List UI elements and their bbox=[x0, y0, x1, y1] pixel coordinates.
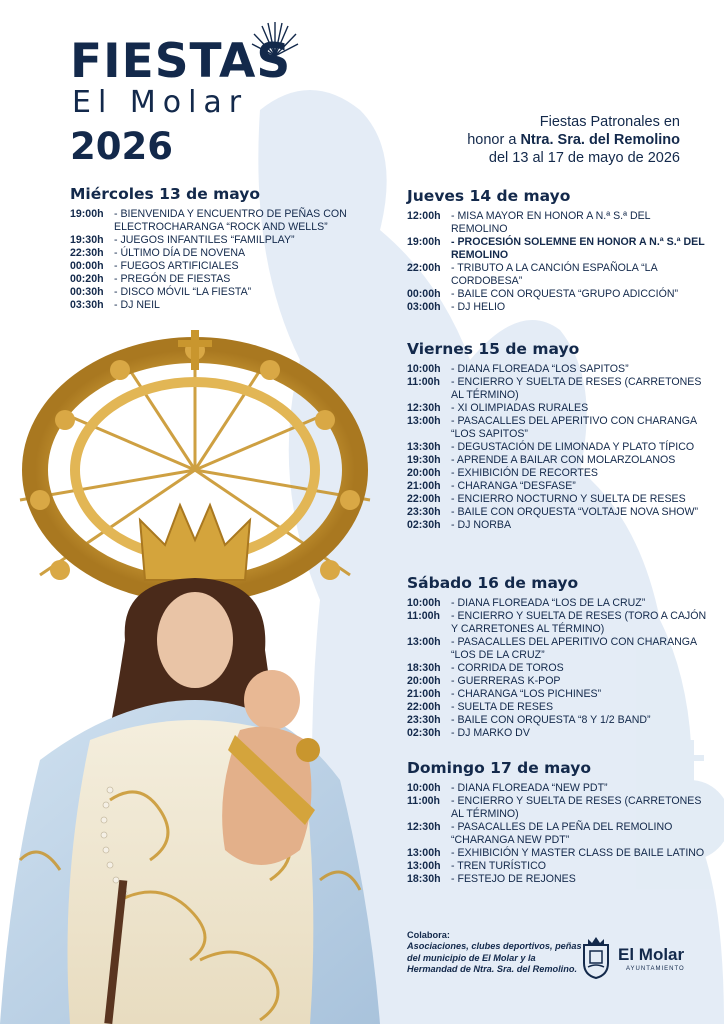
event-row bbox=[407, 847, 707, 860]
event-time: 18:30h bbox=[407, 873, 441, 885]
event-time: 00:00h bbox=[407, 288, 441, 300]
event-description: - ENCIERRO NOCTURNO Y SUELTA DE RESES bbox=[451, 493, 707, 506]
event-description: - BIENVENIDA Y ENCUENTRO DE PEÑAS CON ELECTROCHARANGA “ROCK AND WELLS” bbox=[114, 208, 370, 234]
event-row bbox=[407, 301, 707, 314]
event-row bbox=[407, 636, 707, 662]
event-time: 12:30h bbox=[407, 402, 441, 414]
event-time: 11:00h bbox=[407, 610, 440, 622]
collaborators bbox=[407, 930, 587, 976]
event-row bbox=[407, 701, 707, 714]
day-block bbox=[70, 185, 370, 312]
event-row bbox=[407, 441, 707, 454]
event-description: - ÚLTIMO DÍA DE NOVENA bbox=[114, 247, 370, 260]
event-description: - EXHIBICIÓN DE RECORTES bbox=[451, 467, 707, 480]
event-time: 22:30h bbox=[70, 247, 104, 259]
event-row bbox=[407, 795, 707, 821]
event-time: 00:30h bbox=[70, 286, 104, 298]
event-time: 19:00h bbox=[407, 236, 441, 248]
intro-line-2-bold: Ntra. Sra. del Remolino bbox=[520, 132, 680, 148]
event-time: 22:00h bbox=[407, 701, 441, 713]
event-time: 13:00h bbox=[407, 415, 441, 427]
day-title: Viernes 15 de mayo bbox=[407, 340, 580, 358]
event-description: - DJ MARKO DV bbox=[451, 727, 707, 740]
event-time: 11:00h bbox=[407, 376, 440, 388]
child-head bbox=[244, 670, 300, 730]
event-row bbox=[407, 860, 707, 873]
event-description: - ENCIERRO Y SUELTA DE RESES (CARRETONES AL TÉRMINO) bbox=[451, 795, 707, 821]
event-row bbox=[70, 234, 370, 247]
event-time: 21:00h bbox=[407, 688, 441, 700]
event-row bbox=[407, 415, 707, 441]
event-row bbox=[407, 480, 707, 493]
event-time: 11:00h bbox=[407, 795, 440, 807]
event-description: - PROCESIÓN SOLEMNE EN HONOR A N.ª S.ª DEL REMOLINO bbox=[451, 236, 707, 262]
event-time: 21:00h bbox=[407, 480, 441, 492]
event-description: - DIANA FLOREADA “LOS SAPITOS” bbox=[451, 363, 707, 376]
collaborators-text: Asociaciones, clubes deportivos, peñas del municipio de El Molar y la Hermandad de Ntra. Sra. del Remolino. bbox=[407, 941, 582, 975]
event-description: - DJ NEIL bbox=[114, 299, 370, 312]
virgin-face bbox=[157, 592, 233, 688]
event-description: - DJ HELIO bbox=[451, 301, 707, 314]
event-time: 02:30h bbox=[407, 727, 441, 739]
event-time: 02:30h bbox=[407, 519, 441, 531]
event-time: 13:00h bbox=[407, 847, 441, 859]
event-time: 19:00h bbox=[70, 208, 104, 220]
day-block bbox=[407, 340, 707, 532]
event-description: - TREN TURÍSTICO bbox=[451, 860, 707, 873]
event-time: 13:00h bbox=[407, 636, 441, 648]
event-row bbox=[70, 247, 370, 260]
logo-name: El Molar bbox=[618, 945, 685, 964]
event-row bbox=[407, 675, 707, 688]
event-time: 19:30h bbox=[70, 234, 104, 246]
event-description: - CORRIDA DE TOROS bbox=[451, 662, 707, 675]
event-description: - EXHIBICIÓN Y MASTER CLASS DE BAILE LATINO bbox=[451, 847, 707, 860]
town-logo bbox=[580, 933, 690, 983]
event-description: - XI OLIMPIADAS RURALES bbox=[451, 402, 707, 415]
event-description: - BAILE CON ORQUESTA “GRUPO ADICCIÓN” bbox=[451, 288, 707, 301]
event-time: 12:30h bbox=[407, 821, 441, 833]
logo-sub: AYUNTAMIENTO bbox=[626, 966, 685, 972]
coat-of-arms-icon bbox=[580, 935, 612, 979]
event-time: 20:00h bbox=[407, 675, 441, 687]
day-block bbox=[407, 187, 707, 314]
event-description: - CHARANGA “DESFASE” bbox=[451, 480, 707, 493]
event-row bbox=[407, 610, 707, 636]
event-row bbox=[407, 714, 707, 727]
event-description: - GUERRERAS K-POP bbox=[451, 675, 707, 688]
event-description: - BAILE CON ORQUESTA “8 Y 1/2 BAND” bbox=[451, 714, 707, 727]
event-description: - TRIBUTO A LA CANCIÓN ESPAÑOLA “LA CORDOBESA” bbox=[451, 262, 707, 288]
day-title: Sábado 16 de mayo bbox=[407, 574, 579, 592]
event-time: 19:30h bbox=[407, 454, 441, 466]
event-row bbox=[70, 208, 370, 234]
intro-line-1: Fiestas Patronales en bbox=[539, 114, 680, 130]
event-row bbox=[407, 363, 707, 376]
event-row bbox=[70, 260, 370, 273]
collaborators-heading: Colabora: bbox=[407, 930, 450, 940]
event-row bbox=[407, 454, 707, 467]
event-row bbox=[407, 288, 707, 301]
day-title: Jueves 14 de mayo bbox=[407, 187, 571, 205]
day-title: Domingo 17 de mayo bbox=[407, 759, 592, 777]
event-description: - DEGUSTACIÓN DE LIMONADA Y PLATO TÍPICO bbox=[451, 441, 707, 454]
event-row bbox=[407, 210, 707, 236]
event-description: - FUEGOS ARTIFICIALES bbox=[114, 260, 370, 273]
event-description: - MISA MAYOR EN HONOR A N.ª S.ª DEL REMOLINO bbox=[451, 210, 707, 236]
event-row bbox=[407, 236, 707, 262]
page-title: FIESTAS bbox=[70, 34, 292, 89]
event-row bbox=[407, 376, 707, 402]
event-description: - PREGÓN DE FIESTAS bbox=[114, 273, 370, 286]
event-time: 23:30h bbox=[407, 714, 441, 726]
event-time: 00:20h bbox=[70, 273, 104, 285]
event-time: 22:00h bbox=[407, 493, 441, 505]
intro-line-3: del 13 al 17 de mayo de 2026 bbox=[488, 150, 680, 166]
event-description: - ENCIERRO Y SUELTA DE RESES (CARRETONES AL TÉRMINO) bbox=[451, 376, 707, 402]
event-row bbox=[407, 467, 707, 480]
event-description: - ENCIERRO Y SUELTA DE RESES (TORO A CAJÓN Y CARRETONES AL TÉRMINO) bbox=[451, 610, 707, 636]
event-time: 22:00h bbox=[407, 262, 441, 274]
event-description: - DIANA FLOREADA “LOS DE LA CRUZ” bbox=[451, 597, 707, 610]
town-name: El Molar bbox=[72, 85, 249, 120]
day-title: Miércoles 13 de mayo bbox=[70, 185, 261, 203]
event-time: 00:00h bbox=[70, 260, 104, 272]
event-row bbox=[70, 286, 370, 299]
event-row bbox=[407, 662, 707, 675]
event-time: 10:00h bbox=[407, 782, 441, 794]
event-row bbox=[407, 821, 707, 847]
event-row bbox=[407, 873, 707, 886]
event-row bbox=[407, 782, 707, 795]
intro-line-2-pre: honor a bbox=[467, 132, 521, 148]
event-description: - APRENDE A BAILAR CON MOLARZOLANOS bbox=[451, 454, 707, 467]
event-description: - DIANA FLOREADA “NEW PDT” bbox=[451, 782, 707, 795]
event-row bbox=[407, 506, 707, 519]
event-time: 18:30h bbox=[407, 662, 441, 674]
event-description: - BAILE CON ORQUESTA “VOLTAJE NOVA SHOW” bbox=[451, 506, 707, 519]
event-row bbox=[407, 493, 707, 506]
event-time: 23:30h bbox=[407, 506, 441, 518]
event-row bbox=[407, 727, 707, 740]
event-description: - DJ NORBA bbox=[451, 519, 707, 532]
event-row bbox=[407, 519, 707, 532]
event-row bbox=[407, 262, 707, 288]
event-time: 13:30h bbox=[407, 441, 441, 453]
event-row bbox=[407, 597, 707, 610]
event-time: 20:00h bbox=[407, 467, 441, 479]
day-block bbox=[407, 574, 707, 740]
day-block bbox=[407, 759, 707, 886]
event-description: - FESTEJO DE REJONES bbox=[451, 873, 707, 886]
event-time: 12:00h bbox=[407, 210, 441, 222]
intro-text bbox=[467, 113, 680, 167]
event-row bbox=[407, 688, 707, 701]
year: 2026 bbox=[70, 125, 173, 168]
crown bbox=[140, 505, 250, 580]
event-row bbox=[70, 299, 370, 312]
event-description: - DISCO MÓVIL “LA FIESTA” bbox=[114, 286, 370, 299]
event-time: 03:00h bbox=[407, 301, 441, 313]
event-time: 03:30h bbox=[70, 299, 104, 311]
event-row bbox=[70, 273, 370, 286]
event-time: 10:00h bbox=[407, 363, 441, 375]
event-description: - PASACALLES DEL APERITIVO CON CHARANGA “LOS DE LA CRUZ” bbox=[451, 636, 707, 662]
event-time: 13:00h bbox=[407, 860, 441, 872]
event-description: - SUELTA DE RESES bbox=[451, 701, 707, 714]
event-description: - PASACALLES DE LA PEÑA DEL REMOLINO “CHARANGA NEW PDT” bbox=[451, 821, 707, 847]
event-row bbox=[407, 402, 707, 415]
event-description: - CHARANGA “LOS PICHINES” bbox=[451, 688, 707, 701]
event-description: - JUEGOS INFANTILES “FAMILPLAY” bbox=[114, 234, 370, 247]
event-time: 10:00h bbox=[407, 597, 441, 609]
event-description: - PASACALLES DEL APERITIVO CON CHARANGA “LOS SAPITOS” bbox=[451, 415, 707, 441]
